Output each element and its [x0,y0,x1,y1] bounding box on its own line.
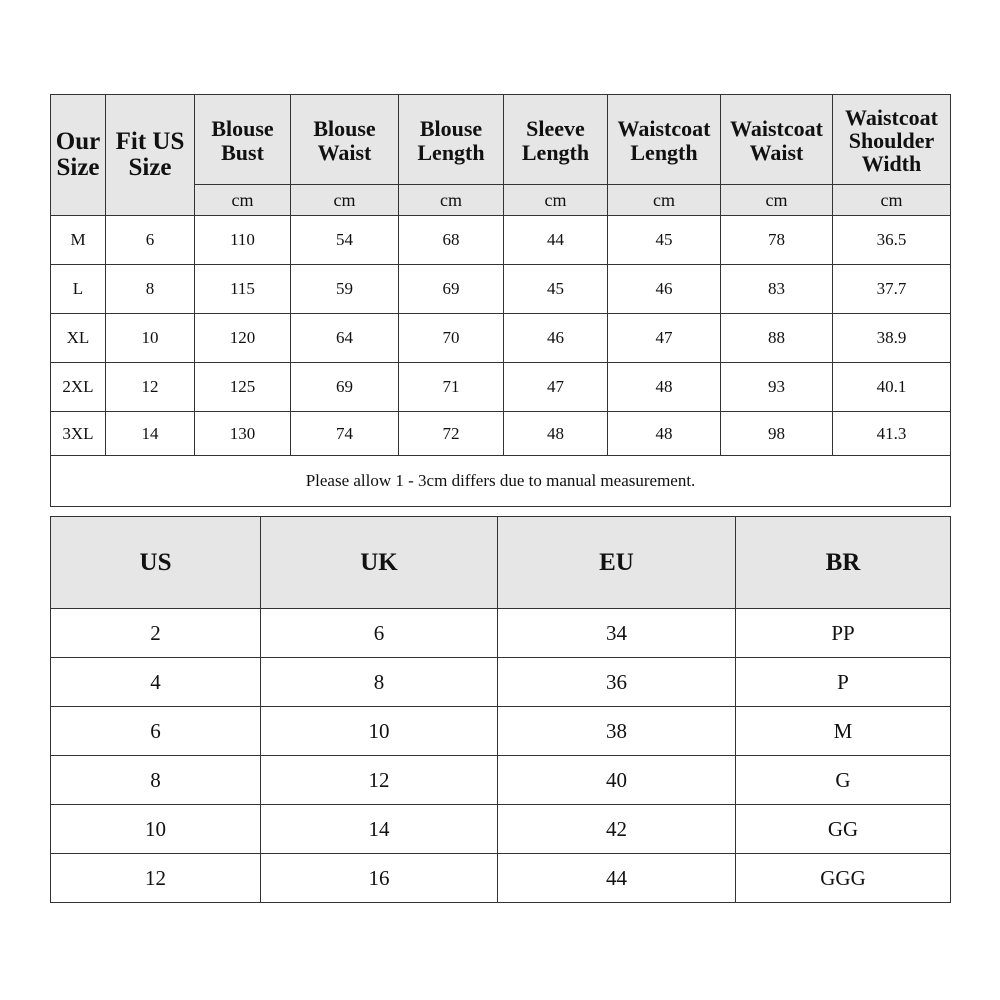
conversion-cell: P [736,658,951,707]
size-row [51,216,951,265]
size-cell: 14 [106,412,195,456]
header-sleeve-length: Sleeve Length [504,95,608,185]
measurement-note: Please allow 1 - 3cm differs due to manual measurement. [51,456,951,507]
header-us: US [51,517,261,609]
conversion-cell: 44 [498,854,736,903]
conversion-row [51,854,951,903]
size-cell: 37.7 [833,265,951,314]
size-cell: 36.5 [833,216,951,265]
note-row [51,456,951,507]
header-waistcoat-shoulder-width: Waistcoat Shoulder Width [833,95,951,185]
size-cell: 59 [291,265,399,314]
size-cell: 46 [608,265,721,314]
size-cell: 110 [195,216,291,265]
size-cell: 72 [399,412,504,456]
size-cell: 93 [721,363,833,412]
size-cell: 38.9 [833,314,951,363]
conversion-cell: 2 [51,609,261,658]
conversion-row [51,805,951,854]
size-row [51,363,951,412]
conversion-row [51,658,951,707]
conversion-cell: 12 [261,756,498,805]
size-cell: 6 [106,216,195,265]
size-cell: M [51,216,106,265]
size-cell: L [51,265,106,314]
header-blouse-length: Blouse Length [399,95,504,185]
size-cell: 47 [504,363,608,412]
conversion-header-row [51,517,951,609]
conversion-cell: 6 [51,707,261,756]
header-waistcoat-waist: Waistcoat Waist [721,95,833,185]
unit-label: cm [291,185,399,216]
size-row [51,412,951,456]
unit-label: cm [721,185,833,216]
size-cell: 130 [195,412,291,456]
conversion-row [51,707,951,756]
size-cell: 83 [721,265,833,314]
size-cell: 69 [291,363,399,412]
size-cell: 125 [195,363,291,412]
size-cell: 46 [504,314,608,363]
size-cell: 98 [721,412,833,456]
conversion-row [51,756,951,805]
conversion-cell: PP [736,609,951,658]
header-waistcoat-length: Waistcoat Length [608,95,721,185]
size-cell: 74 [291,412,399,456]
size-cell: 10 [106,314,195,363]
size-cell: 3XL [51,412,106,456]
size-cell: 45 [608,216,721,265]
size-cell: 64 [291,314,399,363]
size-cell: 8 [106,265,195,314]
size-chart-table [50,94,951,507]
size-cell: 41.3 [833,412,951,456]
conversion-cell: 42 [498,805,736,854]
conversion-cell: G [736,756,951,805]
conversion-cell: 12 [51,854,261,903]
size-cell: 48 [608,363,721,412]
size-cell: 45 [504,265,608,314]
size-cell: 47 [608,314,721,363]
size-conversion-table [50,516,951,903]
size-cell: 2XL [51,363,106,412]
unit-label: cm [833,185,951,216]
unit-label: cm [195,185,291,216]
size-cell: 120 [195,314,291,363]
conversion-cell: 8 [51,756,261,805]
conversion-cell: M [736,707,951,756]
unit-label: cm [504,185,608,216]
conversion-row [51,609,951,658]
conversion-cell: 14 [261,805,498,854]
size-row [51,314,951,363]
conversion-cell: 10 [261,707,498,756]
size-cell: 70 [399,314,504,363]
unit-label: cm [608,185,721,216]
conversion-cell: 16 [261,854,498,903]
conversion-cell: 8 [261,658,498,707]
conversion-cell: GGG [736,854,951,903]
size-chart-header-row [51,95,951,185]
unit-label: cm [399,185,504,216]
size-cell: 68 [399,216,504,265]
header-our-size: Our Size [51,95,106,216]
size-cell: 78 [721,216,833,265]
size-row [51,265,951,314]
header-blouse-bust: Blouse Bust [195,95,291,185]
header-uk: UK [261,517,498,609]
conversion-cell: 10 [51,805,261,854]
size-cell: 69 [399,265,504,314]
size-cell: 44 [504,216,608,265]
size-cell: 71 [399,363,504,412]
size-cell: 48 [504,412,608,456]
conversion-cell: 6 [261,609,498,658]
conversion-cell: GG [736,805,951,854]
conversion-cell: 40 [498,756,736,805]
header-br: BR [736,517,951,609]
size-cell: 48 [608,412,721,456]
header-fit-us-size: Fit US Size [106,95,195,216]
size-cell: 88 [721,314,833,363]
conversion-cell: 38 [498,707,736,756]
header-eu: EU [498,517,736,609]
size-cell: 54 [291,216,399,265]
size-cell: 12 [106,363,195,412]
conversion-cell: 34 [498,609,736,658]
header-blouse-waist: Blouse Waist [291,95,399,185]
conversion-cell: 36 [498,658,736,707]
size-cell: XL [51,314,106,363]
size-cell: 115 [195,265,291,314]
conversion-cell: 4 [51,658,261,707]
size-cell: 40.1 [833,363,951,412]
